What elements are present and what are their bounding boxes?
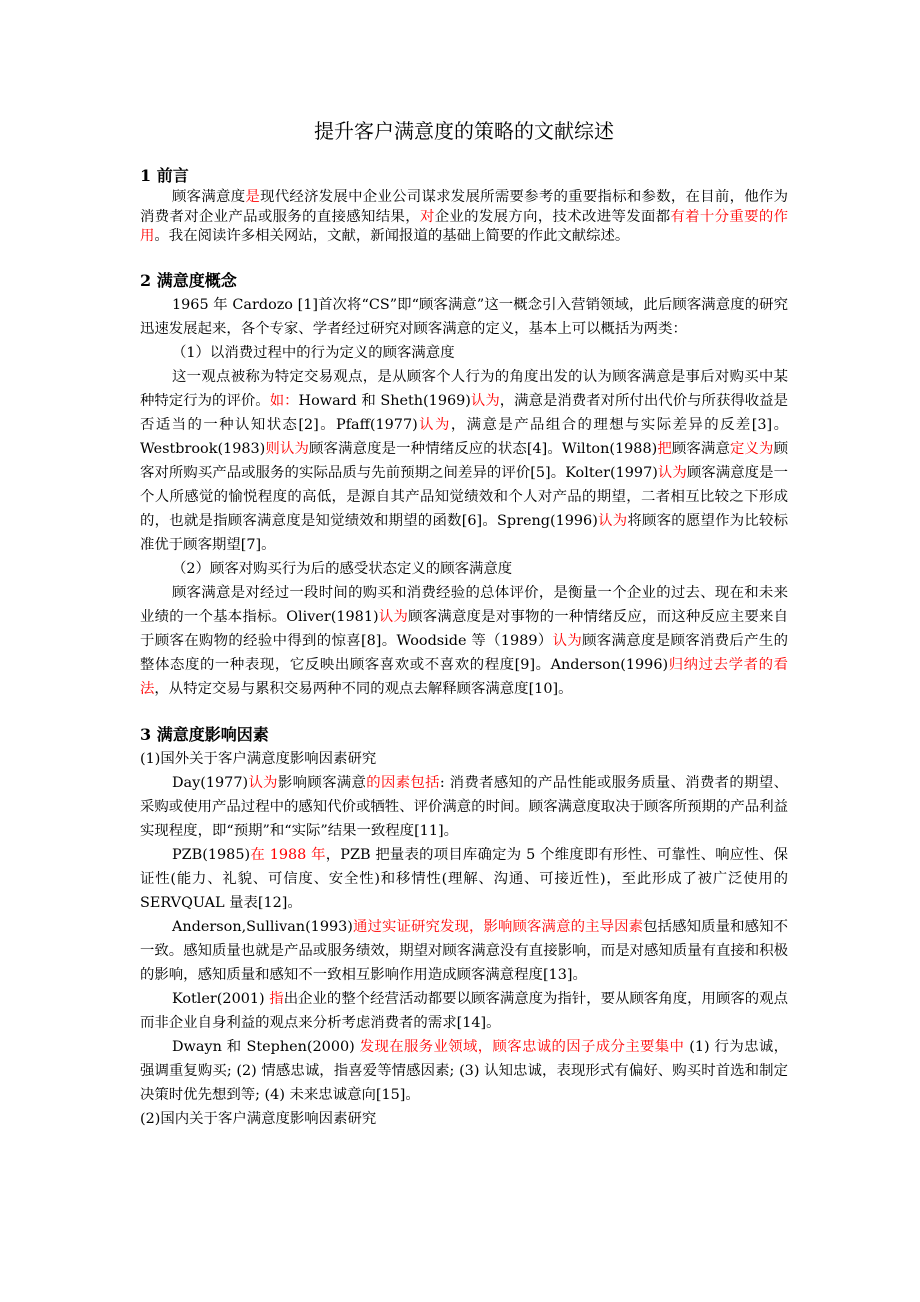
factors-paragraph-kotler: Kotler(2001) 指出企业的整个经营活动都要以顾客满意度为指针，要从顾客角度，用顾客的观点而非企业自身利益的观点来分析考虑消费者的需求[14]。 xyxy=(140,990,788,1031)
factors-paragraph-pzb: PZB(1985)在 1988 年，PZB 把量表的项目库确定为 5 个维度即有形性、可靠性、响应性、保证性(能力、礼貌、可信度、安全性)和移情性(理解、沟通、可接近性)，至此形成了被广泛使用的 SERVQUAL 量表[12]。 xyxy=(140,846,788,911)
concept-subheading-2: （2）顾客对购买行为后的感受状态定义的顾客满意度 xyxy=(172,560,513,577)
concept-intro-paragraph: 1965 年 Cardozo [1]首次将“CS”即“顾客满意”这一概念引入营销领域，此后顾客满意度的研究迅速发展起来，各个专家、学者经过研究对顾客满意的定义，基本上可以概括为两类： xyxy=(140,296,788,337)
section-heading-preface: 1 前言 xyxy=(140,166,189,185)
factors-paragraph-anderson: Anderson,Sullivan(1993)通过实证研究发现，影响顾客满意的主导因素包括感知质量和感知不一致。感知质量也就是产品或服务绩效，期望对顾客满意没有直接影响，而是对感知质量有直接和积极的影响，感知质量和感知不一致相互影响作用造成顾客满意程度[13]。 xyxy=(140,918,788,983)
factors-paragraph-day: Day(1977)认为影响顾客满意的因素包括: 消费者感知的产品性能或服务质量、消费者的期望、采购或使用产品过程中的感知代价或牺牲、评价满意的时间。顾客满意度取决于顾客所预期的产品利益实现程度，即“预期”和“实际”结果一致程度[11]。 xyxy=(140,774,788,839)
document-title: 提升客户满意度的策略的文献综述 xyxy=(314,119,614,143)
section-heading-factors: 3 满意度影响因素 xyxy=(140,724,269,744)
document-page xyxy=(140,118,788,1131)
factors-paragraph-dwayn: Dwayn 和 Stephen(2000) 发现在服务业领域，顾客忠诚的因子成分主要集中 (1) 行为忠诚， 强调重复购买; (2) 情感忠诚，指喜爱等情感因素; (3) 认知忠诚，表现形式有偏好、购买时首选和制定决策时优先想到等; (4) 未来忠诚意向[15]。 xyxy=(140,1038,788,1103)
factors-subheading-domestic: (2)国内关于客户满意度影响因素研究 xyxy=(140,1110,377,1127)
preface-paragraph: 顾客满意度是现代经济发展中企业公司谋求发展所需要参考的重要指标和参数，在目前，他作为消费者对企业产品或服务的直接感知结果，对企业的发展方向，技术改进等发面都有着十分重要的作用。我在阅读许多相关网站，文献，新闻报道的基础上简要的作此文献综述。 xyxy=(140,189,788,244)
concept-paragraph-1: 这一观点被称为特定交易观点，是从顾客个人行为的角度出发的认为顾客满意是事后对购买中某种特定行为的评价。如：Howard 和 Sheth(1969)认为，满意是消费者对所付出代价与所获得收益是否适当的一种认知状态[2]。Pfaff(1977)认为，满意是产品组合的理想与实际差异的反差[3]。Westbrook(1983)则认为顾客满意度是一种情绪反应的状态[4]。Wilton(1988)把顾客满意定义为顾客对所购买产品或服务的实际品质与先前预期之间差异的评价[5]。Kolter(1997)认为顾客满意度是一个人所感觉的愉悦程度的高低，是源自其产品知觉绩效和个人对产品的期望，二者相互比较之下形成的，也就是指顾客满意度是知觉绩效和期望的函数[6]。Spreng(1996)认为将顾客的愿望作为比较标准优于顾客期望[7]。 xyxy=(140,368,788,553)
concept-subheading-1: （1）以消费过程中的行为定义的顾客满意度 xyxy=(172,344,455,361)
section-heading-concept: 2 满意度概念 xyxy=(140,270,237,290)
factors-subheading-foreign: (1)国外关于客户满意度影响因素研究 xyxy=(140,750,377,767)
concept-paragraph-2: 顾客满意是对经过一段时间的购买和消费经验的总体评价，是衡量一个企业的过去、现在和未来业绩的一个基本指标。Oliver(1981)认为顾客满意度是对事物的一种情绪反应，而这种反应主要来自于顾客在购物的经验中得到的惊喜[8]。Woodside 等（1989）认为顾客满意度是顾客消费后产生的整体态度的一种表现，它反映出顾客喜欢或不喜欢的程度[9]。Anderson(1996)归纳过去学者的看法，从特定交易与累积交易两种不同的观点去解释顾客满意度[10]。 xyxy=(140,584,788,697)
